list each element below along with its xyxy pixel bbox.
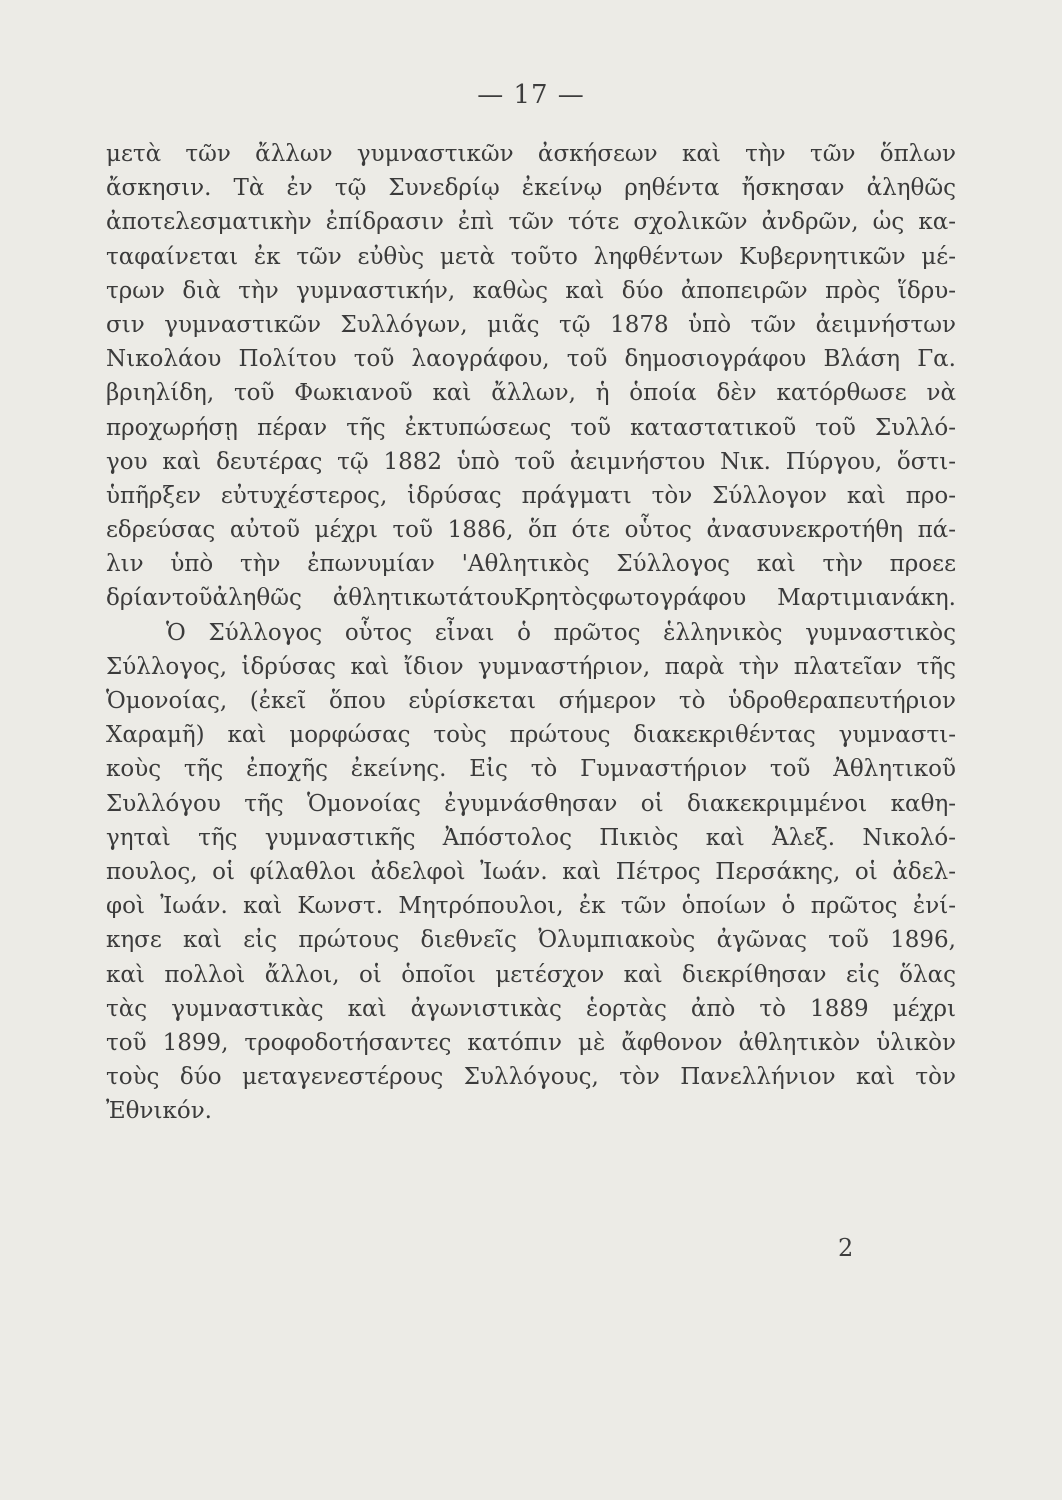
text-line: φοὶ Ἰωάν. καὶ Κωνστ. Μητρόπουλοι, ἐκ τῶν ὁποίων ὁ πρῶτος ἐνί- [106, 893, 956, 920]
text-line: τοὺς δύο μεταγενεστέρους Συλλόγους, τὸν Πανελλήνιον καὶ τὸν [106, 1064, 956, 1091]
text-line: Ὁμονοίας, (ἐκεῖ ὅπου εὑρίσκεται σήμερον τὸ ὑδροθεραπευτήριον [106, 688, 956, 714]
text-line: Συλλόγου τῆς Ὁμονοίας ἐγυμνάσθησαν οἱ διακεκριμμένοι καθη- [106, 790, 956, 817]
text-line: ἄσκησιν. Τὰ ἐν τῷ Συνεδρίῳ ἐκείνῳ ρηθέντα ἤσκησαν ἀληθῶς [106, 175, 956, 202]
text-line: τὰς γυμναστικὰς καὶ ἀγωνιστικὰς ἑορτὰς ἀπὸ τὸ 1889 μέχρι [106, 995, 956, 1022]
text-line: Σύλλογος, ἱδρύσας καὶ ἴδιον γυμναστήριον, παρὰ τὴν πλατεῖαν τῆς [106, 653, 956, 680]
body-text [106, 137, 956, 1128]
text-line: Νικολάου Πολίτου τοῦ λαογράφου, τοῦ δημοσιογράφου Βλάση Γα. [106, 346, 956, 373]
text-line: προχωρήσῃ πέραν τῆς ἐκτυπώσεως τοῦ καταστατικοῦ τοῦ Συλλό- [106, 414, 956, 441]
paragraph-first-line: Ὁ Σύλλογος οὗτος εἶναι ὁ πρῶτος ἑλληνικὸς γυμναστικὸς [166, 619, 956, 646]
text-line: πουλος, οἱ φίλαθλοι ἀδελφοὶ Ἰωάν. καὶ Πέτρος Περσάκης, οἱ ἀδελ- [106, 858, 956, 885]
text-line: Χαραμῆ) καὶ μορφώσας τοὺς πρώτους διακεκριθέντας γυμναστι- [106, 722, 956, 749]
text-line: σιν γυμναστικῶν Συλλόγων, μιᾶς τῷ 1878 ὑπὸ τῶν ἀειμνήστων [106, 311, 956, 338]
text-line: τοῦ 1899, τροφοδοτήσαντες κατόπιν μὲ ἄφθονον ἀθλητικὸν ὑλικὸν [106, 1029, 956, 1056]
text-line: κοὺς τῆς ἐποχῆς ἐκείνης. Εἰς τὸ Γυμναστήριον τοῦ Ἀθλητικοῦ [106, 756, 956, 783]
text-line: καὶ πολλοὶ ἄλλοι, οἱ ὁποῖοι μετέσχον καὶ διεκρίθησαν εἰς ὅλας [106, 961, 956, 988]
text-line: γηταὶ τῆς γυμναστικῆς Ἀπόστολος Πικιὸς καὶ Ἀλεξ. Νικολό- [106, 824, 956, 851]
signature-mark: 2 [838, 1234, 854, 1262]
text-line: ταφαίνεται ἐκ τῶν εὐθὺς μετὰ τοῦτο ληφθέντων Κυβερνητικῶν μέ- [106, 243, 956, 270]
text-line: δρίαντοῦἀληθῶς ἀθλητικωτάτουΚρητὸςφωτογράφου Μαρτιμιανάκη. [106, 585, 956, 612]
text-line: γου καὶ δευτέρας τῷ 1882 ὑπὸ τοῦ ἀειμνήστου Νικ. Πύργου, ὅστι- [106, 448, 956, 475]
text-line: Ἐθνικόν. [106, 1098, 212, 1125]
text-line: τρων διὰ τὴν γυμναστικήν, καθὼς καὶ δύο ἀποπειρῶν πρὸς ἵδρυ- [106, 277, 956, 304]
text-line: κησε καὶ εἰς πρώτους διεθνεῖς Ὀλυμπιακοὺς ἀγῶνας τοῦ 1896, [106, 927, 956, 954]
text-line: εδρεύσας αὐτοῦ μέχρι τοῦ 1886, ὅπ ότε οὗτος ἀνασυνεκροτήθη πά- [106, 517, 956, 544]
page-number: — 17 — [477, 80, 585, 110]
text-line: λιν ὑπὸ τὴν ἐπωνυμίαν 'Αθλητικὸς Σύλλογος καὶ τὴν προεε [106, 551, 956, 578]
text-line: ὑπῆρξεν εὐτυχέστερος, ἱδρύσας πράγματι τὸν Σύλλογον καὶ προ- [106, 482, 956, 509]
text-line: ἀποτελεσματικὴν ἐπίδρασιν ἐπὶ τῶν τότε σχολικῶν ἀνδρῶν, ὡς κα- [106, 209, 956, 236]
text-line: βριηλίδη, τοῦ Φωκιανοῦ καὶ ἄλλων, ἡ ὁποία δὲν κατόρθωσε νὰ [106, 380, 956, 407]
text-line: μετὰ τῶν ἄλλων γυμναστικῶν ἀσκήσεων καὶ τὴν τῶν ὅπλων [106, 141, 956, 167]
